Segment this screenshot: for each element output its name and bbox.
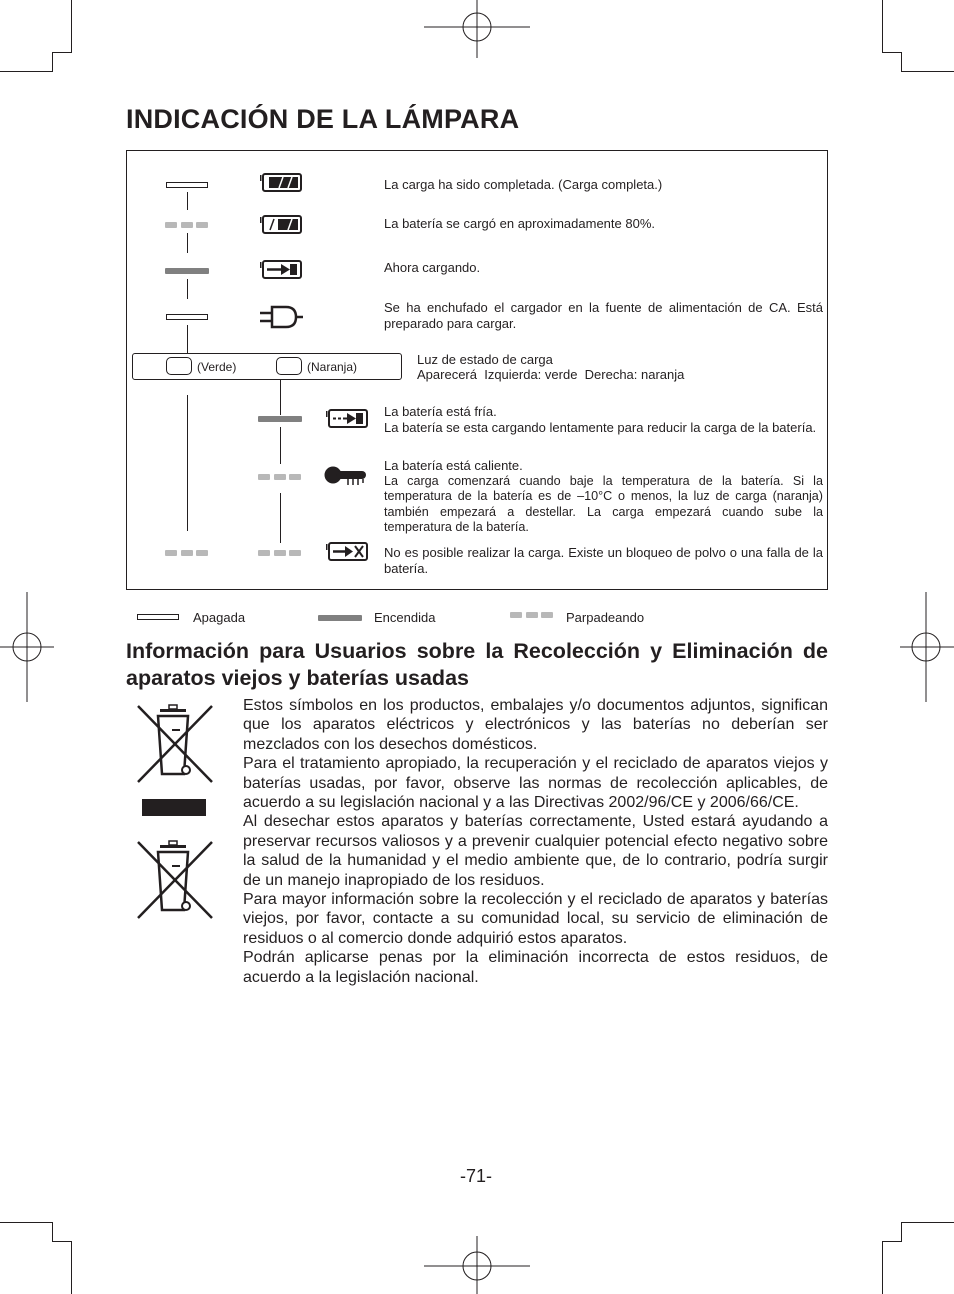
battery-error-icon [325,541,369,563]
green-lamp [166,357,192,375]
registration-mark-right [898,592,954,704]
thermometer-hot-icon [324,464,370,488]
state-plugged-text: Se ha enchufado el cargador en la fuente de alimentación de CA. Está preparado para cargar. [384,300,823,331]
key-blinking-label: Parpadeando [566,610,645,625]
lamp-blinking-indicator [258,474,302,480]
state-charging-text: Ahora cargando. [384,260,481,275]
connector-line [280,380,281,415]
disposal-info-text [243,696,828,987]
paragraph: Estos símbolos en los productos, embalajes y/o documentos adjuntos, significan que los aparatos eléctricos y electrónicos y las baterías no deberían ser mezclados con los desechos domésticos. [243,697,828,753]
paragraph: Al desechar estos aparatos y baterías correctamente, Usted estará ayudando a preservar recursos valiosos y a prevenir cualquier potencial efecto negativo sobre la salud de la humanidad y el medio ambiente que, de lo contrario, podría surgir de un manejo inapropiado de los residuos. [243,813,828,889]
green-lamp-label: (Verde) [197,360,237,374]
key-off-swatch [137,614,179,620]
crossed-bin-icon [134,836,216,922]
page-number: -71- [460,1166,493,1186]
orange-lamp-label: (Naranja) [307,360,358,374]
connector-line [280,427,281,464]
state-hot-line1: La batería está caliente. [384,458,523,473]
battery-80-icon [259,215,303,235]
registration-mark-top [420,0,534,60]
page-title: INDICACIÓN DE LA LÁMPARA [126,104,520,134]
orange-lamp [276,357,302,375]
state-error-text: No es posible realizar la carga. Existe un bloqueo de polvo o una falla de la batería. [384,545,823,576]
section-title: Información para Usuarios sobre la Recolección y Eliminación de aparatos viejos y baterías usadas [126,639,828,690]
paragraph: Para mayor información sobre la recolección y el reciclado de aparatos y baterías viejos, por favor, contacte a su comunidad local, su servicio de eliminación de residuos o al comercio donde adquirió estos aparatos. [243,891,828,947]
lamp-blinking-indicator [165,222,209,228]
key-blinking-swatch [510,612,554,618]
state-cold-text [384,404,823,435]
connector-line [187,395,188,531]
legend-heading: Luz de estado de carga [417,352,553,367]
lamp-on-indicator [165,268,209,274]
black-bar-symbol [142,799,206,816]
legend-note: Aparecerá Izquierda: verde Derecha: naranja [417,367,685,382]
registration-mark-bottom [420,1236,534,1294]
connector-line [187,279,188,299]
connector-line [187,325,188,353]
lamp-off-indicator [166,182,208,188]
key-on-swatch [318,615,362,621]
battery-full-icon [259,173,303,193]
state-cold-line1: La batería está fría. [384,404,497,419]
plug-icon [258,304,304,330]
connector-line [187,233,188,253]
state-hot-text [384,458,823,536]
state-cold-line2: La batería se esta cargando lentamente para reducir la carga de la batería. [384,419,817,435]
lamp-off-indicator [166,314,208,320]
lamp-blinking-indicator [165,550,209,556]
battery-charging-icon [259,259,303,281]
connector-line [280,493,281,543]
lamp-on-indicator [258,416,302,422]
key-on-label: Encendida [374,610,436,625]
state-full-text: La carga ha sido completada. (Carga completa.) [384,177,663,192]
paragraph: Para el tratamiento apropiado, la recuperación y el reciclado de aparatos viejos y baterías usadas, por favor, observe las normas de recolección aplicables, de acuerdo a su legislación nacional y a las Directivas 2002/96/CE y 2006/66/CE. [243,755,828,812]
battery-cold-icon [325,408,369,430]
lamp-blinking-indicator [258,550,302,556]
registration-mark-left [0,592,56,704]
state-hot-line2: La carga comenzará cuando baje la temperatura de la batería. Si la temperatura de la batería es de –10°C o menos, la luz de carga (naranja) también empezará a destellar. La carga empezará cuando sube la temperatura de la batería. [384,473,823,534]
connector-line [187,192,188,210]
crossed-bin-icon [134,700,216,786]
key-off-label: Apagada [193,610,246,625]
state-80-text: La batería se cargó en aproximadamente 80%. [384,216,656,231]
paragraph: Podrán aplicarse penas por la eliminación incorrecta de estos residuos, de acuerdo a la legislación nacional. [243,949,828,986]
